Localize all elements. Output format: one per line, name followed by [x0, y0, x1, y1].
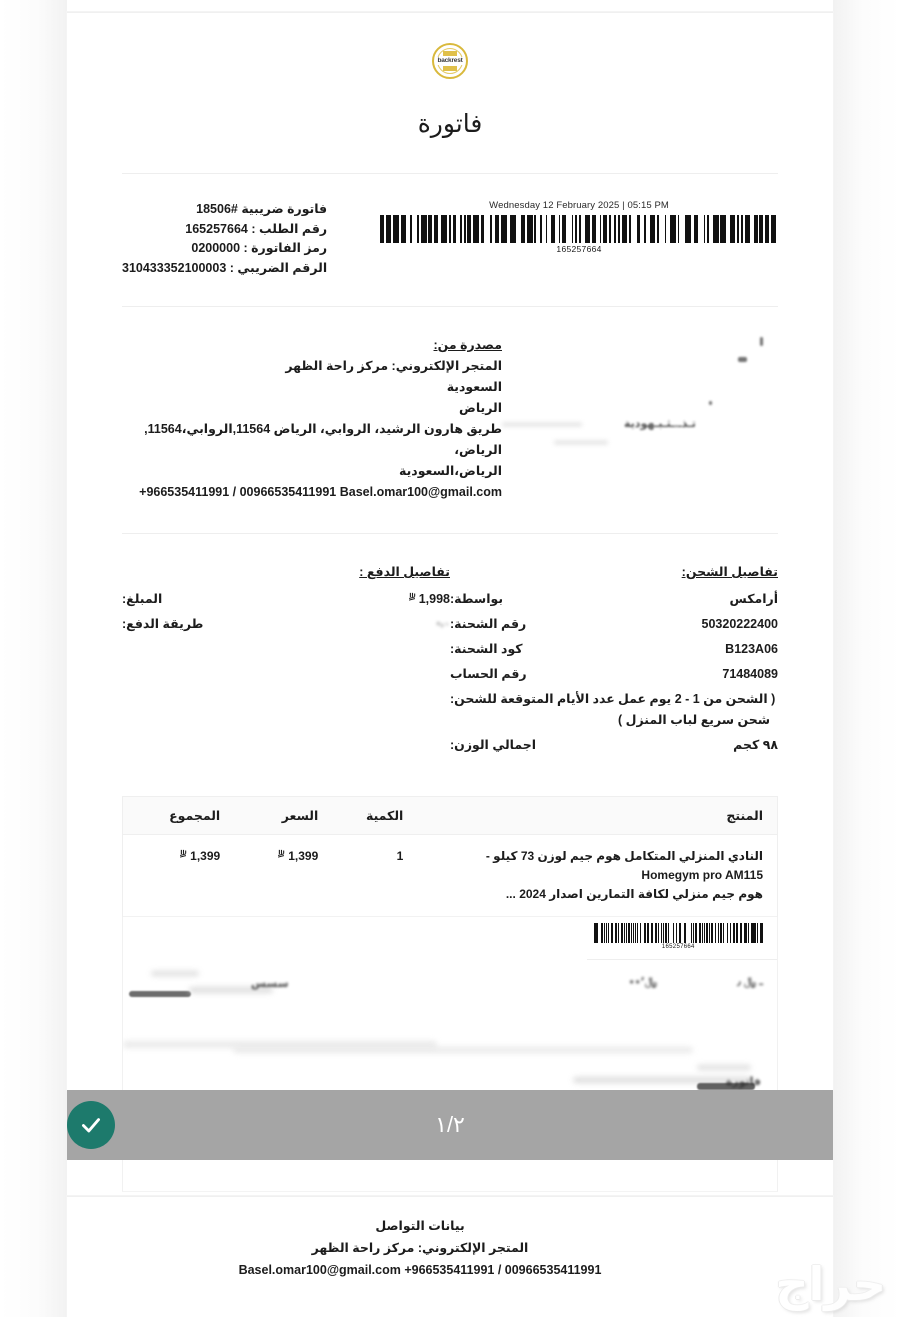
issuer-section	[67, 335, 833, 503]
header-price: السعر	[234, 797, 332, 835]
barcode-secondary-block	[592, 923, 765, 950]
page-title: فاتورة	[417, 110, 483, 138]
shipping-carrier-label: بواسطة:	[450, 592, 504, 606]
page-gutter-right	[833, 0, 900, 1317]
issuer-address-line2: الرياض،السعودية	[399, 464, 502, 478]
invoice-meta-section	[67, 200, 833, 278]
obscured-label-a: سسس	[251, 978, 289, 990]
issuer-country: السعودية	[446, 380, 502, 394]
total-weight-value: ٩٨ كجم	[733, 738, 778, 752]
contact-heading: بيانات التواصل	[375, 1219, 465, 1233]
redaction-mark	[709, 401, 712, 405]
expected-days-row	[450, 689, 778, 731]
payment-method-value-redacted: •،٠	[436, 619, 450, 630]
haraj-watermark: حراج	[775, 1258, 886, 1310]
items-table-wrap	[122, 796, 778, 917]
details-row	[122, 564, 778, 760]
shipping-details-column	[450, 564, 778, 760]
shipment-code-value: B123A06	[725, 642, 778, 656]
page-indicator-bar	[67, 1090, 833, 1160]
redaction-mark	[760, 337, 763, 346]
page-indicator-label: ١/٢	[435, 1112, 465, 1137]
logo-bar-bottom	[443, 66, 457, 71]
payment-details-column	[122, 564, 450, 760]
account-number-row	[450, 664, 778, 685]
redaction-bar	[554, 441, 608, 444]
invoice-meta-row	[122, 200, 778, 278]
payment-details-title: تفاصيل الدفع :	[359, 565, 450, 579]
shipment-code-row	[450, 639, 778, 660]
obscured-bar	[233, 1047, 693, 1053]
issuer-store: المتجر الإلكتروني: مركز راحة الظهر	[285, 359, 502, 373]
shipping-carrier-row	[450, 589, 778, 610]
saudi-riyal-icon	[277, 848, 288, 859]
divider-under-title	[122, 173, 778, 174]
divider-under-issuer	[122, 533, 778, 534]
contact-store: المتجر الإلكتروني: مركز راحة الظهر	[311, 1241, 529, 1255]
items-table-body	[123, 835, 777, 917]
issuer-phone: +966535411991 / 00966535411991	[139, 485, 337, 499]
logo-bar-top	[443, 51, 457, 56]
expected-days-value: ( الشحن من 1 - 2 يوم عمل شحن سريع لباب المنزل )	[618, 692, 776, 727]
redaction-mark	[738, 357, 747, 362]
shipment-number-label: رقم الشحنة:	[450, 617, 527, 631]
barcode-secondary-number: 165257664	[661, 944, 695, 950]
cell-price-number: 1,399	[288, 849, 319, 863]
shipment-number-row	[450, 614, 778, 635]
invoice-datetime: Wednesday 12 February 2025 | 05:15 PM	[489, 200, 669, 211]
items-table	[123, 797, 777, 917]
items-header-row	[123, 797, 777, 835]
header-total: المجموع	[123, 797, 234, 835]
issuer-email: Basel.omar100@gmail.com	[339, 485, 502, 499]
obscured-amount-b: ﷼٬٭٭	[628, 976, 657, 988]
payment-amount-row	[122, 589, 450, 610]
barcode-block	[380, 200, 778, 254]
invoice-code: رمز الفاتورة : 0200000	[191, 241, 328, 255]
expected-days-label: عدد الأيام المتوقعة للشحن:	[450, 692, 615, 706]
obscured-bar	[151, 971, 199, 976]
product-name-line1: النادي المنزلي المتكامل هوم جيم لوزن 73 كيلو - Homegym pro AM115	[485, 849, 763, 882]
obscured-text-strip	[129, 991, 191, 997]
invoice-heading: فاتورة ضريبية #18506	[196, 202, 328, 216]
invoice-page-2	[67, 1196, 833, 1317]
obscured-amount-a: ـ ﷼ ٫	[736, 976, 763, 988]
barcode-secondary-icon	[592, 923, 765, 943]
contact-block	[67, 1215, 833, 1281]
table-row	[123, 835, 777, 917]
product-name-line2: هوم جيم منزلي لكافة التمارين اصدار 2024 ...	[505, 887, 763, 901]
selected-check-icon[interactable]	[67, 1101, 115, 1149]
issuer-details	[122, 335, 502, 503]
issuer-address-line1: طريق هارون الرشيد، الروابي، الرياض 11564,الروابي،11564, الرياض،	[144, 422, 502, 457]
cell-qty: 1	[332, 835, 417, 917]
account-number-value: 71484089	[722, 667, 778, 681]
items-table-head	[123, 797, 777, 835]
divider-under-meta	[122, 306, 778, 307]
total-weight-row	[450, 735, 778, 756]
logo-brand-text: backrest	[437, 57, 463, 64]
cell-price	[234, 835, 332, 917]
invoice-numbers	[122, 200, 327, 278]
header-qty: الكمية	[332, 797, 417, 835]
brand-logo-wrap	[67, 13, 833, 79]
tax-number: الرقم الضريبي : 310433352100003	[122, 260, 328, 275]
shipping-details-title: تفاصيل الشحن:	[681, 565, 778, 579]
payment-amount-number: 1,998	[418, 592, 450, 606]
contact-email: Basel.omar100@gmail.com	[238, 1263, 401, 1277]
issuer-row	[122, 335, 778, 503]
check-mark-icon	[78, 1112, 104, 1138]
shipment-number-value: 50320222400	[701, 617, 778, 631]
saudi-riyal-icon	[179, 848, 190, 859]
page-gutter-left	[0, 0, 67, 1317]
contact-phone: +966535411991 / 00966535411991	[404, 1263, 602, 1277]
obscured-label-b: فاتورة	[725, 1076, 761, 1088]
cell-total-number: 1,399	[190, 849, 221, 863]
account-number-label: رقم الحساب	[450, 667, 527, 681]
redaction-bar	[502, 423, 582, 426]
customer-redacted-fragment: تـذـ.ـثـبـهودية	[624, 418, 696, 430]
invoice-page-1	[67, 12, 833, 1090]
issuer-city: الرياض	[459, 401, 502, 415]
backrest-logo-icon	[432, 43, 468, 79]
total-weight-label: اجمالي الوزن:	[450, 738, 537, 752]
cell-total	[123, 835, 234, 917]
payment-method-label: طريقة الدفع:	[122, 617, 204, 631]
saudi-riyal-icon	[408, 591, 419, 602]
customer-details-redacted	[502, 335, 778, 455]
payment-amount-value	[406, 589, 450, 610]
shipment-code-label: كود الشحنة:	[450, 642, 523, 656]
barcode-secondary-divider	[587, 959, 777, 960]
details-section	[67, 564, 833, 760]
payment-amount-label: المبلغ:	[122, 592, 163, 606]
shipping-carrier-value: أرامكس	[729, 592, 778, 606]
payment-method-row	[122, 614, 450, 635]
barcode-primary-icon	[380, 215, 778, 243]
header-product: المنتج	[417, 797, 777, 835]
barcode-primary-number: 165257664	[556, 244, 602, 254]
obscured-bar	[697, 1065, 751, 1070]
order-number: رقم الطلب : 165257664	[185, 221, 328, 236]
cell-product	[417, 835, 777, 917]
issuer-label: مصدرة من:	[433, 338, 502, 352]
